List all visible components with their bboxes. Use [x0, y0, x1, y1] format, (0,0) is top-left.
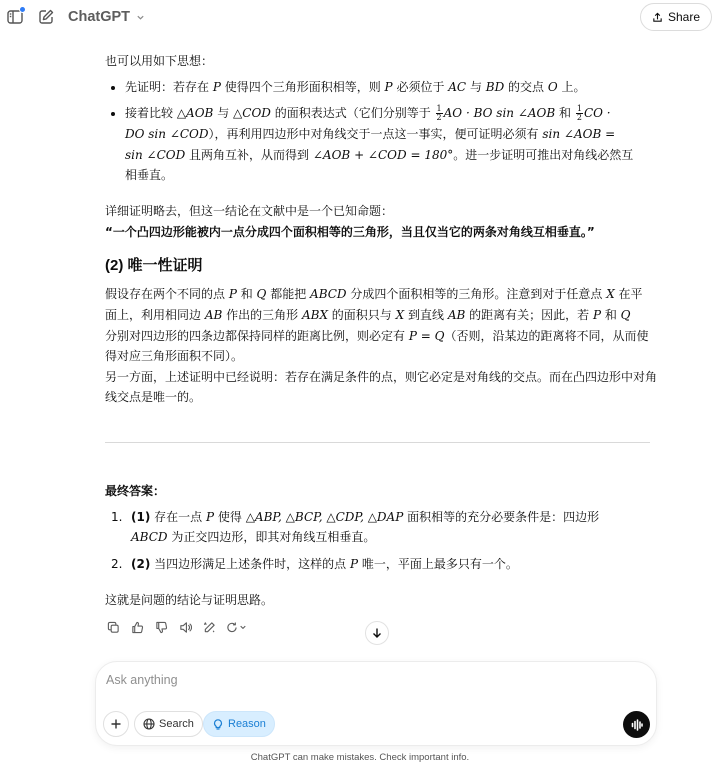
divider	[105, 442, 650, 443]
prompt-input[interactable]	[106, 669, 586, 691]
closing-line: 这就是问题的结论与证明思路。	[105, 593, 274, 607]
new-chat-icon[interactable]	[36, 7, 56, 27]
bullet-dot	[111, 86, 115, 90]
edit-canvas-icon[interactable]	[201, 619, 217, 635]
final-item-1-line-1: (1) 存在一点 P 使得 △ABP, △BCP, △CDP, △DAP 面积相等的充分必要条件是：四边形	[131, 510, 600, 524]
disclaimer: ChatGPT can make mistakes. Check important info.	[250, 752, 470, 763]
paragraph-line: 面上，利用相同边 AB 作出的三角形 ABX 的面积只与 X 到直线 AB 的距离有关；因此，若 P 和 Q	[105, 308, 631, 322]
final-item-2: (2) 当四边形满足上述条件时，这样的点 P 唯一，平面上最多只有一个。	[131, 557, 518, 571]
paragraph-line: 得对应三角形面积不同）。	[105, 349, 244, 363]
reason-label: Reason	[228, 718, 266, 730]
final-item-1-line-2: ABCD 为正交四边形，即其对角线互相垂直。	[131, 530, 376, 544]
detail-line: 详细证明略去，但这一结论在文献中是一个已知命题：	[105, 204, 394, 218]
search-label: Search	[159, 718, 194, 730]
arrow-down-icon	[371, 627, 383, 639]
plus-icon	[110, 718, 122, 730]
sidebar-toggle-icon[interactable]	[5, 7, 25, 27]
paragraph-line: 假设存在两个不同的点 P 和 Q 都能把 ABCD 分成四个面积相等的三角形。注意到对于任意点 X 在平	[105, 287, 643, 301]
globe-icon	[143, 718, 155, 730]
bullet-item-2-line-4: 相垂直。	[125, 168, 174, 182]
final-answer-heading: 最终答案：	[105, 484, 166, 498]
bullet-dot	[111, 112, 115, 116]
thumbs-down-icon[interactable]	[153, 619, 169, 635]
composer	[95, 661, 657, 746]
bullet-item-2-line-3: sin ∠COD 且两角互补，从而得到 ∠AOB + ∠COD = 180°。进一步证明可推出对角线必然互	[125, 148, 634, 162]
copy-icon[interactable]	[105, 619, 121, 635]
scroll-down-button[interactable]	[365, 621, 389, 645]
voice-mode-button[interactable]	[623, 711, 650, 738]
fraction: $\frac{1}{2}$	[436, 104, 442, 122]
section-heading: (2) 唯一性证明	[105, 257, 203, 274]
waveform-icon	[630, 718, 644, 732]
reason-button[interactable]	[203, 711, 275, 737]
paragraph-line: 线交点是唯一的。	[105, 390, 202, 404]
bullet-item-2-line-1: 接着比较 △AOB 与 △COD 的面积表达式（它们分别等于 $\frac{1}{2}$ AO · BO sin ∠AOB 和 $\frac{1}{2}$ CO ·	[125, 104, 611, 122]
bullet-item-2-line-2: DO sin ∠COD），再利用四边形中对角线交于一点这一事实，便可证明必须有 sin ∠AOB =	[125, 127, 616, 141]
intro-line: 也可以用如下思想：	[105, 54, 214, 68]
notification-dot	[19, 6, 26, 13]
list-number: 1.	[111, 510, 123, 524]
share-label: Share	[667, 10, 700, 24]
top-bar	[0, 0, 720, 34]
attach-button[interactable]	[103, 711, 129, 737]
chevron-down-icon	[136, 13, 145, 22]
list-number: 2.	[111, 557, 123, 571]
regenerate-icon[interactable]	[225, 619, 249, 635]
share-icon	[652, 12, 663, 23]
fraction: $\frac{1}{2}$	[576, 104, 582, 122]
thumbs-up-icon[interactable]	[129, 619, 145, 635]
bold-quote: “一个凸四边形能被内一点分成四个面积相等的三角形，当且仅当它的两条对角线互相垂直。”	[105, 225, 595, 239]
paragraph-line: 另一方面，上述证明中已经说明：若存在满足条件的点，则它必定是对角线的交点。而在凸四边形中对角	[105, 370, 658, 384]
message-actions	[105, 619, 249, 635]
model-name: ChatGPT	[68, 9, 131, 25]
paragraph-line: 分别对四边形的四条边都保持同样的距离比例，则必定有 P = Q（否则，沿某边的距离将不同，从而使	[105, 329, 649, 343]
share-button[interactable]	[640, 3, 712, 31]
model-selector[interactable]	[68, 7, 145, 27]
bullet-item-1: 先证明：若存在 P 使得四个三角形面积相等，则 P 必须位于 AC 与 BD 的交点 O 上。	[125, 80, 586, 94]
read-aloud-icon[interactable]	[177, 619, 193, 635]
lightbulb-icon	[212, 718, 224, 730]
search-button[interactable]	[134, 711, 203, 737]
